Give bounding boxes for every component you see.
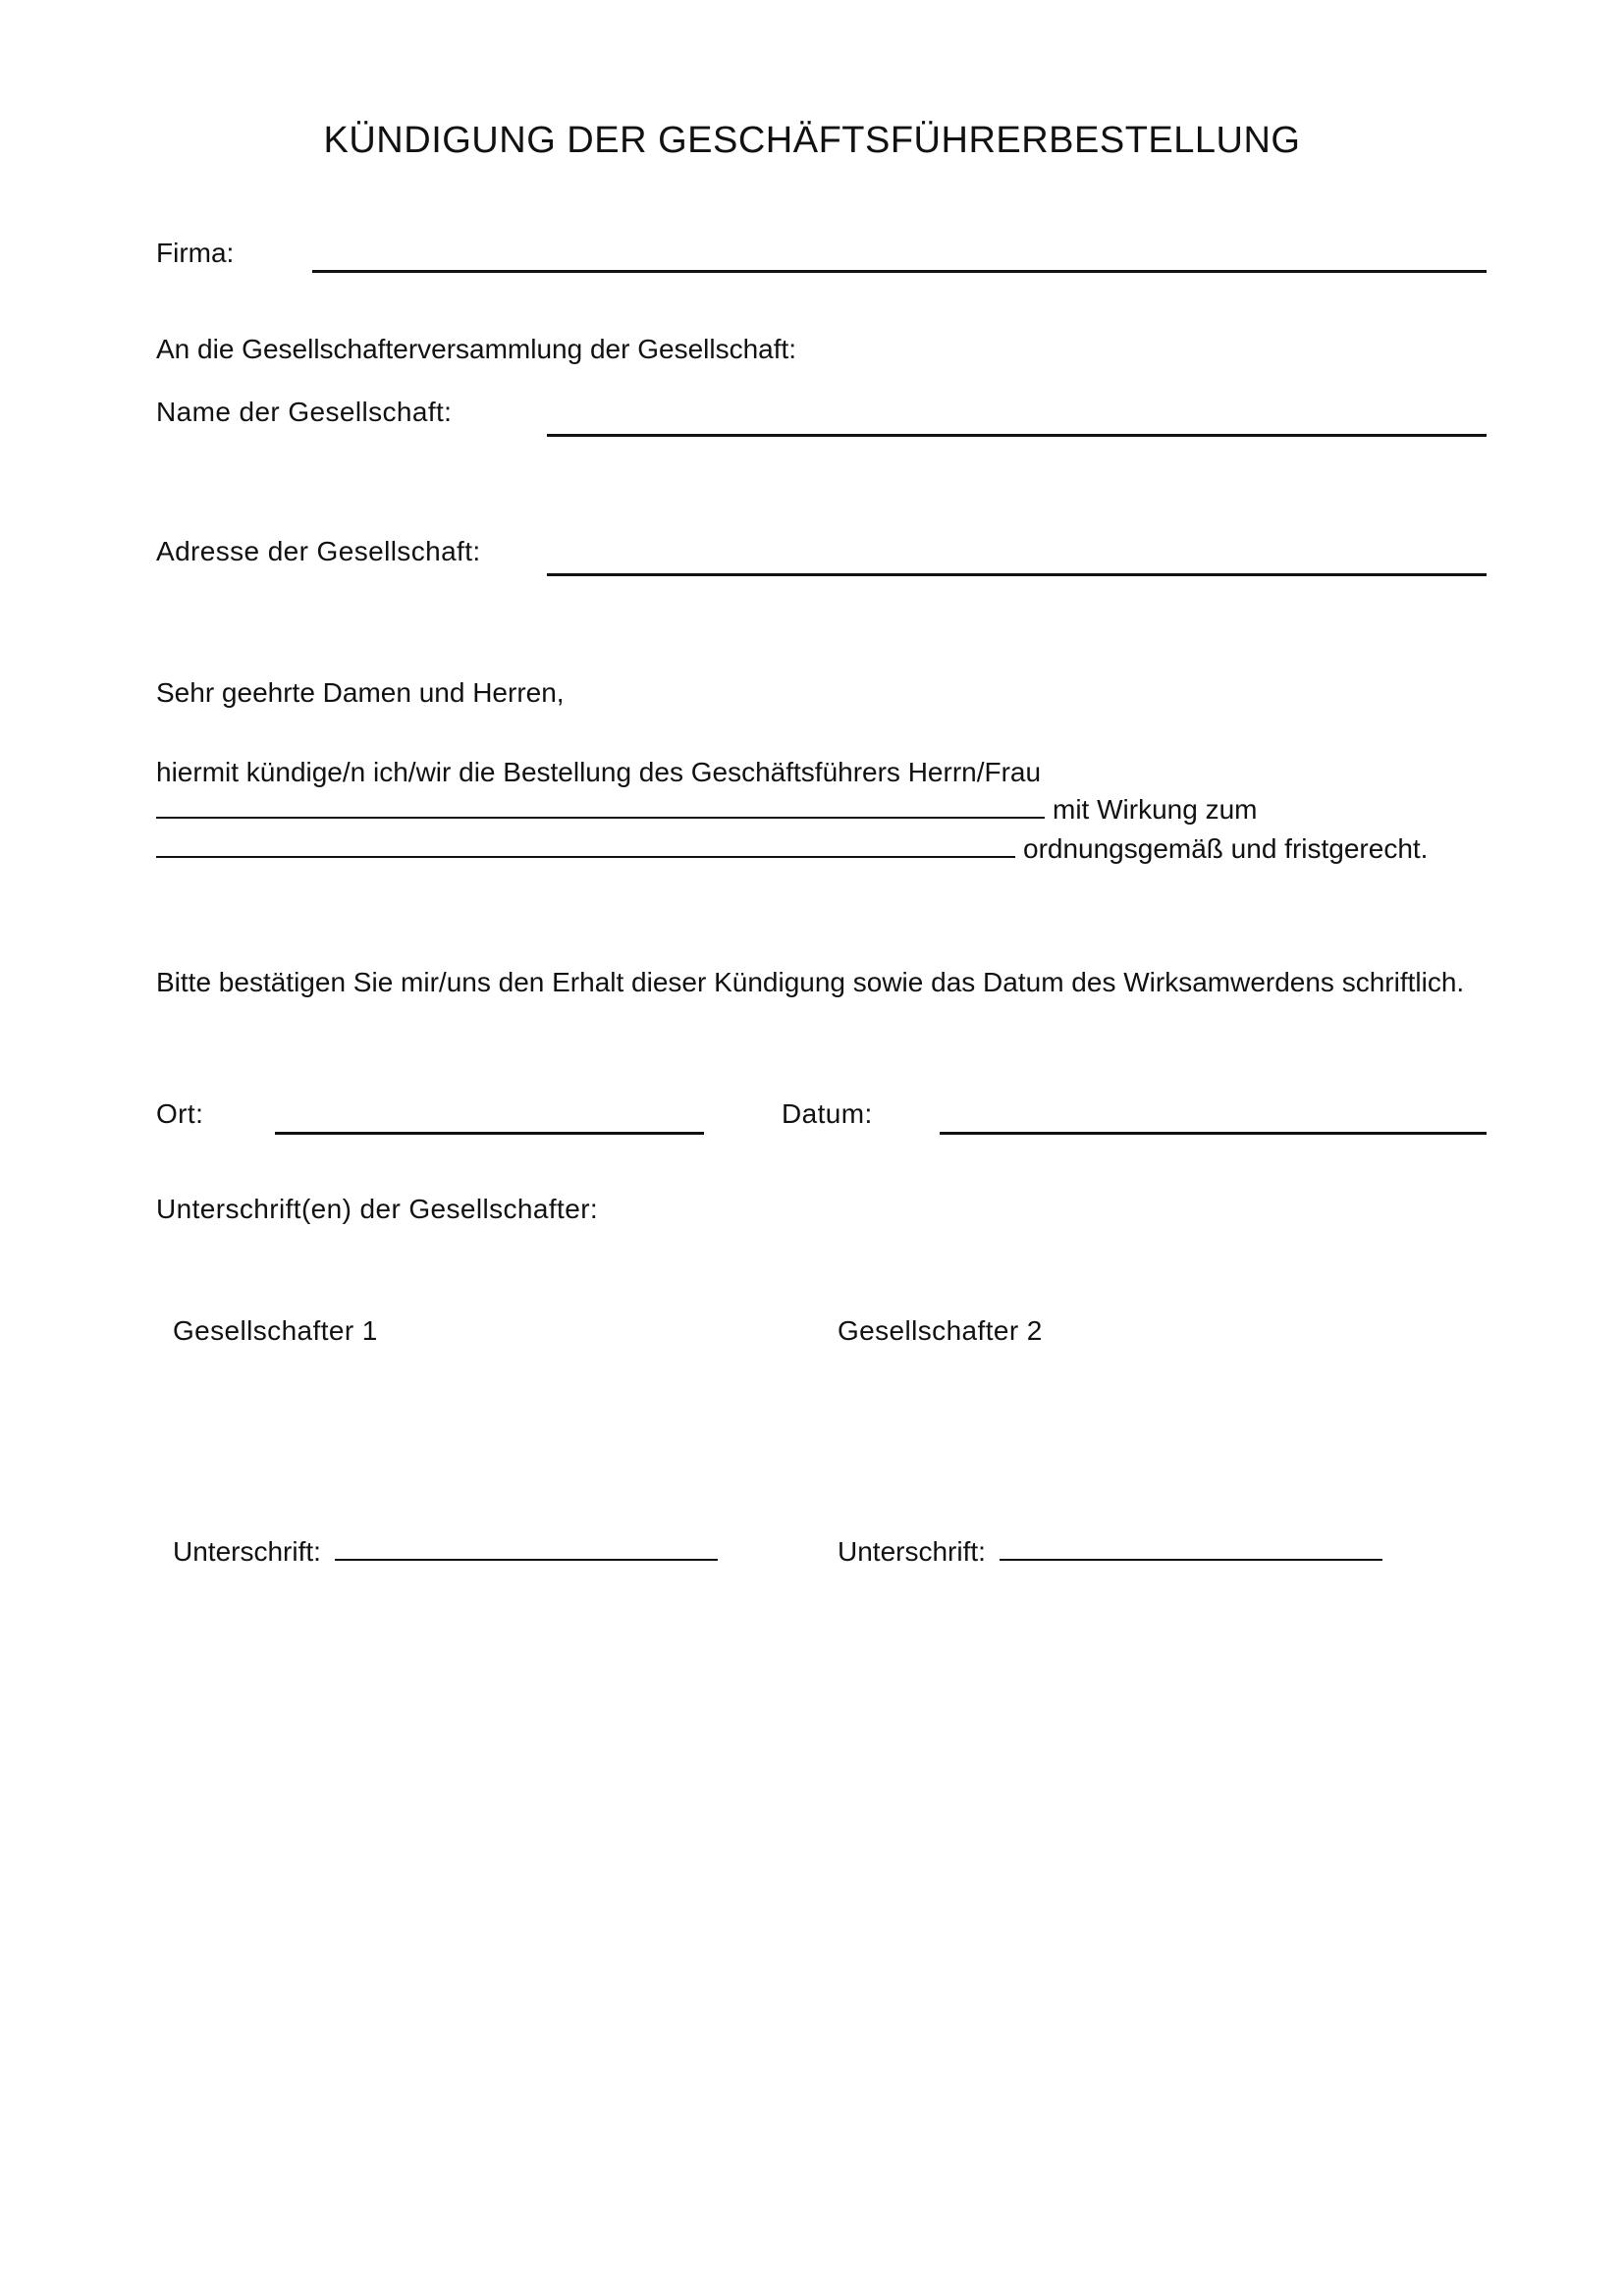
company-address-label: Adresse der Gesellschaft: — [156, 536, 481, 566]
company-name-field-line[interactable] — [547, 434, 1487, 437]
signatures-heading: Unterschrift(en) der Gesellschafter: — [156, 1194, 599, 1224]
shareholder-1-name: Gesellschafter 1 — [173, 1315, 378, 1346]
shareholder-2-signature-label: Unterschrift: — [838, 1536, 986, 1567]
datum-label: Datum: — [782, 1098, 873, 1129]
ort-label: Ort: — [156, 1098, 204, 1129]
salutation: Sehr geehrte Damen und Herren, — [156, 677, 565, 708]
company-address-field-line[interactable] — [547, 573, 1487, 576]
shareholder-1-signature-blank[interactable] — [335, 1558, 718, 1561]
document-title: KÜNDIGUNG DER GESCHÄFTSFÜHRERBESTELLUNG — [323, 120, 1301, 161]
ort-field-line[interactable] — [275, 1132, 704, 1135]
body-line-3-suffix: ordnungsgemäß und fristgerecht. — [1023, 833, 1429, 864]
address-intro: An die Gesellschafterversammlung der Gesellschaft: — [156, 334, 797, 364]
shareholder-2-signature-blank[interactable] — [1000, 1558, 1382, 1561]
shareholder-2-signature — [838, 1536, 1390, 1568]
company-name-label: Name der Gesellschaft: — [156, 397, 453, 427]
body-line-2-suffix: mit Wirkung zum — [1053, 794, 1258, 825]
body-line-2 — [156, 794, 1257, 826]
firma-field-line[interactable] — [312, 270, 1487, 273]
shareholder-1-signature-label: Unterschrift: — [173, 1536, 321, 1567]
manager-name-blank[interactable] — [156, 816, 1045, 819]
datum-field-line[interactable] — [940, 1132, 1487, 1135]
effective-date-blank[interactable] — [156, 855, 1015, 858]
body-line-3 — [156, 833, 1428, 865]
confirmation-text: Bitte bestätigen Sie mir/uns den Erhalt dieser Kündigung sowie das Datum des Wirksamwerdens schriftlich. — [156, 967, 1465, 997]
firma-label: Firma: — [156, 238, 235, 268]
shareholder-1-signature — [173, 1536, 726, 1568]
body-line-1: hiermit kündige/n ich/wir die Bestellung des Geschäftsführers Herrn/Frau — [156, 757, 1042, 787]
shareholder-2-name: Gesellschafter 2 — [838, 1315, 1043, 1346]
